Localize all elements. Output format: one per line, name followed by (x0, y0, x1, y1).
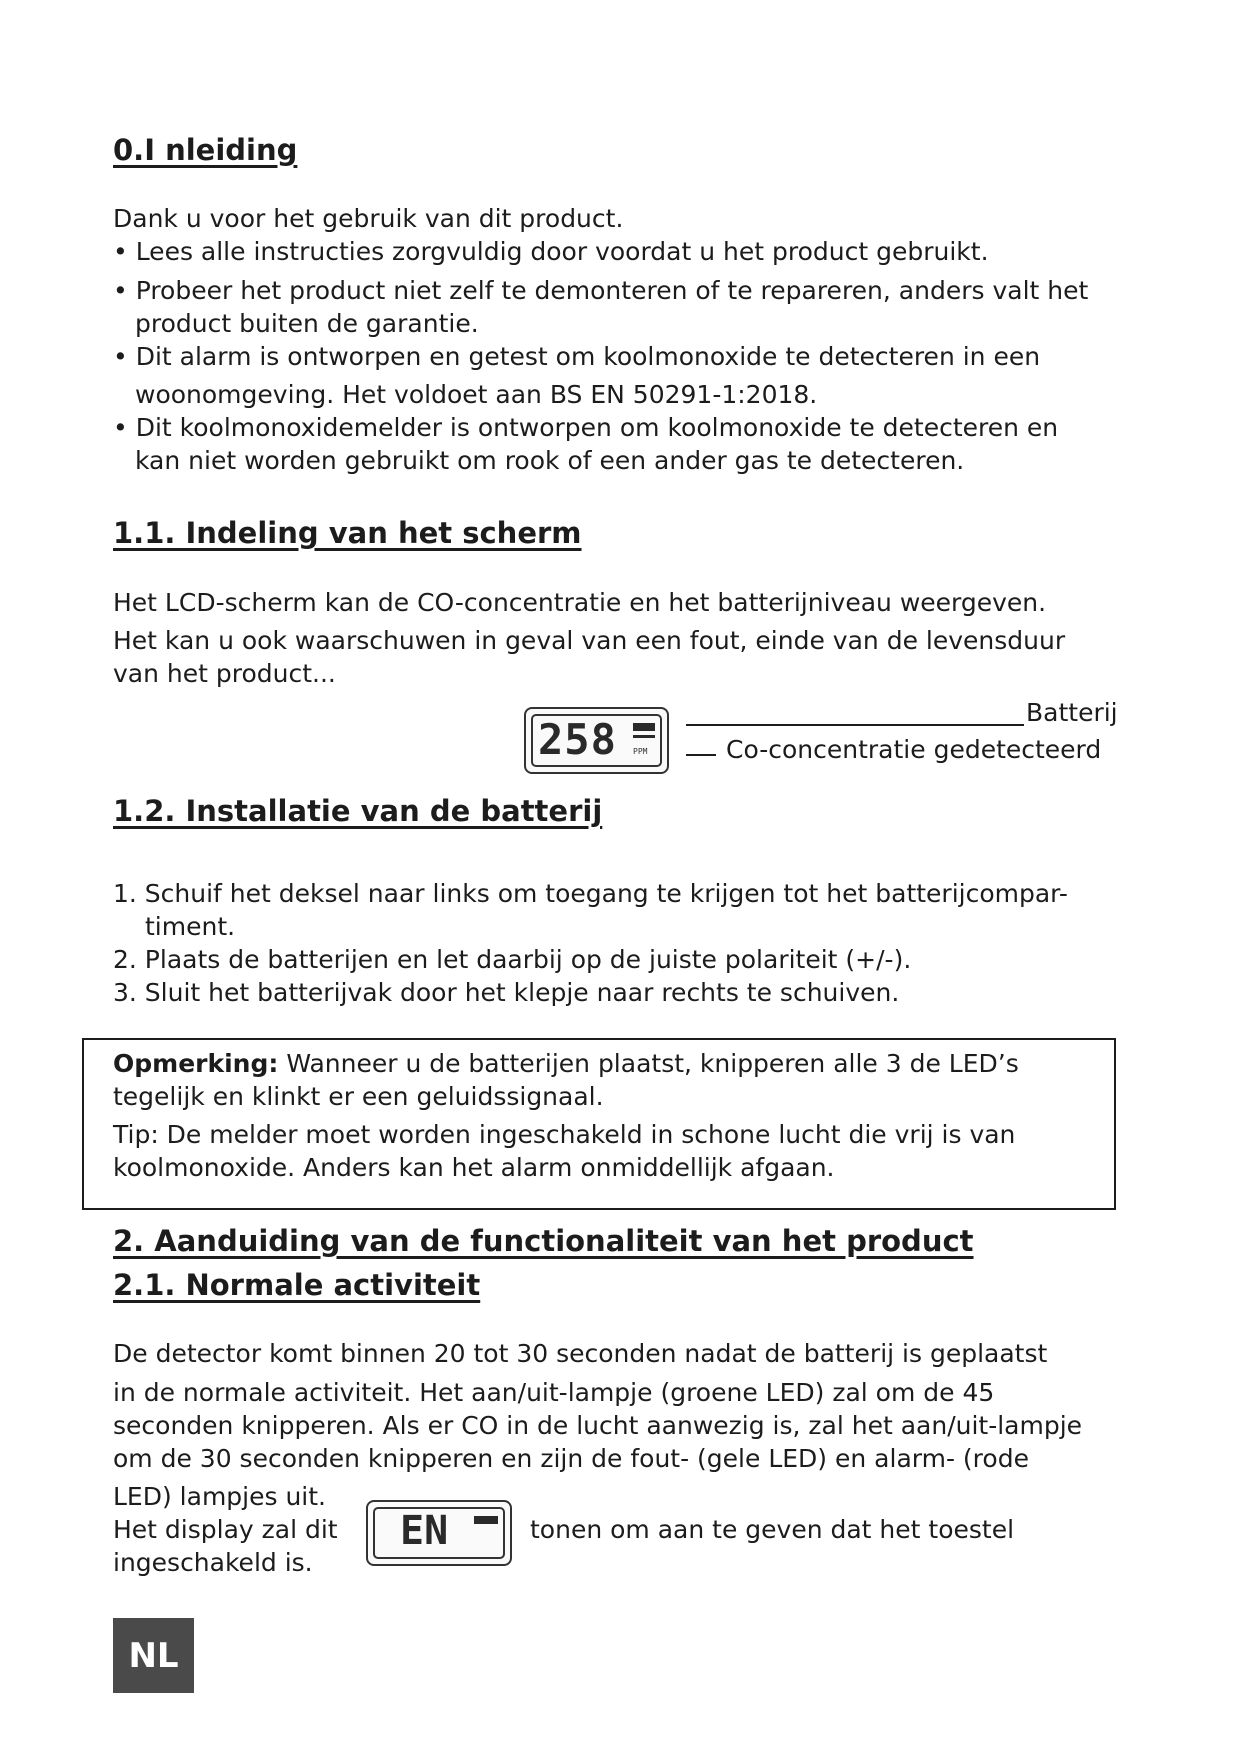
battery-step-1-cont: timent. (145, 912, 236, 941)
note-tip-2: koolmonoxide. Anders kan het alarm onmiddellijk afgaan. (113, 1153, 835, 1182)
lcd-unit: PPM (633, 747, 648, 756)
section-heading-battery: 1.2. Installatie van de batterij (113, 794, 603, 828)
func-text-2: in de normale activiteit. Het aan/uit-lampje (groene LED) zal om de 45 (113, 1378, 995, 1407)
lcd-value: 258 (538, 715, 617, 764)
battery-step-1: 1. Schuif het deksel naar links om toegang te krijgen tot het batterijcompar- (113, 879, 1068, 908)
lcd-en-value: EN (400, 1508, 449, 1554)
func-display-text-3: tonen om aan te geven dat het toestel (530, 1515, 1015, 1544)
label-co: Co-concentratie gedetecteerd (726, 735, 1102, 764)
note-label: Opmerking: (113, 1049, 279, 1078)
battery-step-3: 3. Sluit het batterijvak door het klepje naar rechts te schuiven. (113, 978, 900, 1007)
section-heading-screen: 1.1. Indeling van het scherm (113, 516, 582, 550)
lcd-display-en-illustration (366, 1500, 512, 1566)
intro-bullet-2-cont: product buiten de garantie. (135, 309, 479, 338)
note-text-1: Wanneer u de batterijen plaatst, knipperen alle 3 de LED’s (278, 1049, 1019, 1078)
intro-bullet-1: • Lees alle instructies zorgvuldig door voordat u het product gebruikt. (113, 237, 989, 266)
battery-leader-line (686, 724, 1024, 726)
func-text-1: De detector komt binnen 20 tot 30 seconden nadat de batterij is geplaatst (113, 1339, 1048, 1368)
func-text-5: LED) lampjes uit. (113, 1482, 327, 1511)
label-battery: Batterij (1026, 698, 1118, 727)
lcd-en-battery-icon (474, 1516, 498, 1524)
note-line-1 (113, 1047, 1019, 1080)
func-display-text-1: Het display zal dit (113, 1515, 338, 1544)
intro-bullet-2: • Probeer het product niet zelf te demonteren of te repareren, anders valt het (113, 276, 1089, 305)
co-leader-line (686, 754, 716, 756)
note-line-2: tegelijk en klinkt er een geluidssignaal. (113, 1082, 604, 1111)
lcd-display-illustration (524, 707, 669, 774)
lcd-battery-icon (633, 723, 655, 731)
note-tip-1: Tip: De melder moet worden ingeschakeld in schone lucht die vrij is van (113, 1120, 1016, 1149)
func-text-4: om de 30 seconden knipperen en zijn de fout- (gele LED) en alarm- (rode (113, 1444, 1029, 1473)
intro-bullet-3: • Dit alarm is ontworpen en getest om koolmonoxide te detecteren in een (113, 342, 1041, 371)
section-heading-normal-activity: 2.1. Normale activiteit (113, 1268, 481, 1302)
screen-text-1: Het LCD-scherm kan de CO-concentratie en het batterijniveau weergeven. (113, 588, 1047, 617)
intro-thanks: Dank u voor het gebruik van dit product. (113, 204, 624, 233)
func-text-3: seconden knipperen. Als er CO in de lucht aanwezig is, zal het aan/uit-lampje (113, 1411, 1083, 1440)
lcd-battery-bar (633, 735, 655, 738)
screen-text-3: van het product... (113, 659, 336, 688)
battery-step-2: 2. Plaats de batterijen en let daarbij op de juiste polariteit (+/-). (113, 945, 912, 974)
func-display-text-2: ingeschakeld is. (113, 1548, 313, 1577)
intro-bullet-3-cont: woonomgeving. Het voldoet aan BS EN 50291-1:2018. (135, 380, 818, 409)
language-badge: NL (113, 1618, 194, 1693)
intro-bullet-4: • Dit koolmonoxidemelder is ontworpen om koolmonoxide te detecteren en (113, 413, 1059, 442)
section-heading-functionality: 2. Aanduiding van de functionaliteit van het product (113, 1224, 974, 1258)
intro-bullet-4-cont: kan niet worden gebruikt om rook of een ander gas te detecteren. (135, 446, 965, 475)
section-heading-intro: 0.I nleiding (113, 133, 298, 167)
screen-text-2: Het kan u ook waarschuwen in geval van een fout, einde van de levensduur (113, 626, 1066, 655)
